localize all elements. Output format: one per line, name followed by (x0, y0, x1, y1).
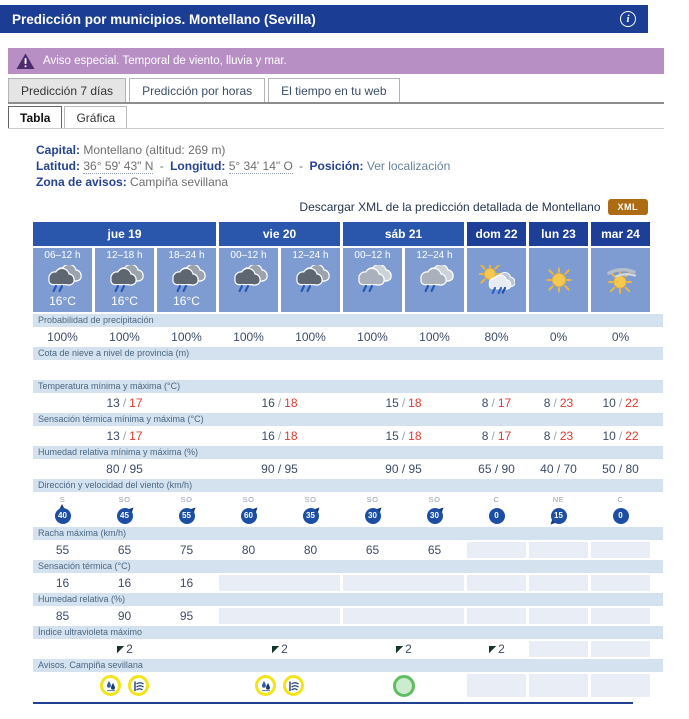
position-label: Posición: (309, 159, 364, 173)
table-cell (591, 542, 650, 558)
capital-value: Montellano (altitud: 269 m) (83, 143, 226, 157)
row-label-cota-de-nieve-a-nivel-de-provincia-m: Cota de nieve a nivel de provincia (m) (33, 347, 663, 360)
max-value: 17 (129, 429, 143, 443)
wind-direction-label: SO (180, 494, 193, 504)
table-cell (529, 362, 588, 378)
wind-direction-icon (51, 495, 75, 525)
row-label-humedad-relativa-m-nima-y-m-xima: Humedad relativa mínima y máxima (%) (33, 446, 663, 459)
hour-range-label: 00–12 h (230, 250, 267, 261)
capital-line (36, 142, 689, 158)
table-cell (529, 395, 588, 411)
table-cell: 80% (467, 329, 526, 345)
rain-dark-icon (168, 263, 206, 294)
separator: / (553, 429, 557, 443)
min-value: 15 (385, 429, 399, 443)
rain-warning-icon[interactable] (255, 675, 276, 696)
day-header-lun-23: lun 23 (529, 222, 588, 246)
uv-flag-icon (271, 645, 280, 654)
wind-speed-value: 60 (241, 508, 257, 524)
row-label-humedad-relativa: Humedad relativa (%) (33, 593, 663, 606)
max-value: 17 (497, 396, 512, 410)
table-cell: 100% (343, 329, 402, 345)
uv-index (116, 642, 133, 656)
table-cell: 16 (157, 575, 216, 591)
wind-circle-wrap (547, 504, 571, 525)
table-cell (219, 575, 340, 591)
table-cell (467, 362, 526, 378)
rain-dark-icon (44, 263, 82, 294)
forecast-row (33, 575, 650, 591)
wind-circle-wrap (175, 504, 199, 525)
table-cell (343, 428, 464, 444)
wind-circle-wrap (423, 504, 447, 525)
min-value: 16 (261, 396, 275, 410)
table-cell (343, 575, 464, 591)
tab-predicci-n-7-d-as[interactable]: Predicción 7 días (8, 78, 126, 102)
forecast-column (529, 248, 588, 312)
separator: / (277, 396, 282, 410)
warnings-group (100, 675, 149, 696)
wind-direction-label: NE (552, 494, 565, 504)
rain-light-icon (354, 263, 392, 294)
subtab-gr-fica[interactable]: Gráfica (64, 106, 127, 128)
table-cell: 100% (33, 329, 92, 345)
uv-value: 2 (281, 642, 288, 656)
xml-download-button[interactable]: XML (608, 199, 649, 215)
day-header-dom-22: dom 22 (467, 222, 526, 246)
wind-direction-icon (175, 495, 199, 525)
table-cell (33, 641, 216, 657)
warnings-group (393, 675, 415, 697)
table-cell (33, 362, 92, 378)
table-cell: 65 / 90 (467, 461, 526, 477)
wind-circle-wrap (237, 504, 261, 525)
table-cell (529, 428, 588, 444)
table-cell: 75 (157, 542, 216, 558)
forecast-column (591, 248, 650, 312)
wind-circle-wrap (51, 504, 75, 525)
forecast-row (33, 494, 650, 525)
wind-direction-label: SO (428, 494, 441, 504)
table-cell: 65 (95, 542, 154, 558)
table-cell (343, 674, 464, 697)
rain-dark-icon (292, 263, 330, 294)
wind-circle-wrap (361, 504, 385, 525)
separator: - (159, 159, 164, 173)
max-value: 18 (284, 396, 298, 410)
table-cell: 0% (529, 329, 588, 345)
table-cell (591, 428, 650, 444)
separator: / (553, 396, 557, 410)
table-cell: 40 / 70 (529, 461, 588, 477)
hour-range-label: 18–24 h (168, 250, 205, 261)
forecast-column (281, 248, 340, 312)
sun-icon (543, 265, 575, 295)
wind-speed-value: 0 (613, 508, 629, 524)
table-cell (281, 494, 340, 525)
separator: / (277, 429, 282, 443)
table-cell (529, 608, 588, 624)
day-header-s-b-21: sáb 21 (343, 222, 464, 246)
table-cell (467, 395, 526, 411)
uv-index (271, 642, 288, 656)
title-bar (0, 5, 648, 33)
table-cell: 80 (219, 542, 278, 558)
table-cell (529, 494, 588, 525)
table-cell (405, 494, 464, 525)
table-cell (343, 641, 464, 657)
uv-flag-icon (116, 645, 125, 654)
uv-flag-icon (395, 645, 404, 654)
table-cell (467, 494, 526, 525)
max-value: 22 (625, 396, 639, 410)
row-label-racha-m-xima-km-h: Racha máxima (km/h) (33, 527, 663, 540)
info-icon[interactable] (620, 11, 636, 27)
table-cell: 55 (33, 542, 92, 558)
forecast-column (343, 248, 402, 312)
row-label-temperatura-m-nima-y-m-xima-c: Temperatura mínima y máxima (°C) (33, 380, 663, 393)
separator: / (401, 396, 406, 410)
rain-dark-icon (230, 263, 268, 294)
wind-direction-icon (237, 495, 261, 525)
table-cell (343, 494, 402, 525)
table-cell (591, 575, 650, 591)
wind-speed-value: 40 (55, 508, 71, 524)
page-title: Predicción por municipios. Montellano (Sevilla) (12, 11, 316, 27)
max-value: 17 (497, 429, 512, 443)
table-cell (467, 641, 526, 657)
wind-direction-label: S (59, 494, 66, 504)
table-cell (33, 428, 216, 444)
forecast-day-header-row (33, 222, 650, 246)
wind-speed-value: 45 (117, 508, 133, 524)
row-label-ndice-ultravioleta-m-ximo: Índice ultravioleta máximo (33, 626, 663, 639)
warning-zone-label: Zona de avisos: (36, 175, 127, 189)
separator: / (401, 429, 406, 443)
wind-direction-label: SO (304, 494, 317, 504)
forecast-row (33, 674, 650, 697)
wind-direction-icon (113, 495, 137, 525)
max-value: 17 (129, 396, 143, 410)
wind-speed-value: 35 (303, 508, 319, 524)
special-warning-banner[interactable] (8, 48, 664, 74)
longitude-label: Longitud: (170, 159, 226, 173)
table-cell (343, 362, 402, 378)
wind-direction-icon (299, 495, 323, 525)
table-cell (591, 494, 650, 525)
separator: / (491, 396, 495, 410)
table-bottom-divider (33, 702, 633, 704)
latitude-label: Latitud: (36, 159, 80, 173)
table-cell: 85 (33, 608, 92, 624)
wind-warning-icon[interactable] (128, 675, 149, 696)
min-value: 8 (481, 429, 489, 443)
sun-rain-icon (479, 265, 515, 295)
min-value: 10 (602, 429, 616, 443)
table-cell (219, 674, 340, 697)
wind-circle-wrap (299, 504, 323, 525)
max-value: 23 (559, 396, 574, 410)
day-header-jue-19: jue 19 (33, 222, 216, 246)
separator: / (491, 429, 495, 443)
max-value: 18 (408, 429, 422, 443)
special-warning-text: Aviso especial. Temporal de viento, lluvia y mar. (43, 55, 287, 67)
forecast-row (33, 395, 650, 411)
forecast-column (95, 248, 154, 312)
hour-range-label: 12–24 h (292, 250, 329, 261)
wind-speed-value: 30 (427, 508, 443, 524)
max-value: 22 (625, 429, 639, 443)
table-cell: 80 (281, 542, 340, 558)
table-cell: 80 / 95 (33, 461, 216, 477)
table-cell (33, 674, 216, 697)
hour-range-label: 12–24 h (416, 250, 453, 261)
table-cell: 65 (405, 542, 464, 558)
temperature-label: 16°C (173, 294, 200, 308)
wind-direction-label: SO (242, 494, 255, 504)
location-info (36, 142, 689, 190)
forecast-row (33, 428, 650, 444)
row-label-probabilidad-de-precipitaci-n: Probabilidad de precipitación (33, 314, 663, 327)
table-cell (529, 674, 588, 697)
view-tabs (8, 106, 664, 129)
wind-speed-value: 55 (179, 508, 195, 524)
uv-value: 2 (405, 642, 412, 656)
hour-range-label: 12–18 h (106, 250, 143, 261)
table-cell (33, 395, 216, 411)
table-cell: 100% (157, 329, 216, 345)
min-value: 8 (481, 396, 489, 410)
uv-value: 2 (498, 642, 505, 656)
table-cell (95, 362, 154, 378)
row-label-sensaci-n-t-rmica-c: Sensación térmica (°C) (33, 560, 663, 573)
wind-circle-wrap (113, 504, 137, 525)
min-value: 10 (602, 396, 616, 410)
separator: / (618, 396, 623, 410)
warning-triangle-icon (16, 53, 35, 70)
warning-zone-line (36, 174, 689, 190)
table-cell (467, 428, 526, 444)
warning-zone-value: Campiña sevillana (130, 175, 229, 189)
table-cell (219, 395, 340, 411)
forecast-column (33, 248, 92, 312)
forecast-column (405, 248, 464, 312)
table-cell: 95 (157, 608, 216, 624)
main-tabs (8, 78, 664, 104)
day-header-vie-20: vie 20 (219, 222, 340, 246)
longitude-value: 5° 34' 14" O (228, 159, 293, 173)
table-cell: 100% (219, 329, 278, 345)
temperature-label: 16°C (49, 294, 76, 308)
min-value: 13 (106, 429, 120, 443)
min-value: 13 (106, 396, 120, 410)
tab-el-tiempo-en-tu-web[interactable]: El tiempo en tu web (268, 78, 399, 102)
table-cell (157, 494, 216, 525)
table-cell (529, 542, 588, 558)
rain-warning-icon[interactable] (100, 675, 121, 696)
hour-range-label: 00–12 h (354, 250, 391, 261)
table-cell (343, 395, 464, 411)
wind-speed-value: 15 (551, 508, 567, 524)
table-cell (467, 674, 526, 697)
wind-speed-value: 30 (365, 508, 381, 524)
capital-label: Capital: (36, 143, 81, 157)
coordinates-line (36, 158, 689, 174)
wind-direction-icon (547, 495, 571, 525)
warnings-group (255, 675, 304, 696)
table-cell: 100% (405, 329, 464, 345)
table-cell (219, 641, 340, 657)
wind-circle-wrap (485, 504, 509, 525)
no-warning-icon (393, 675, 415, 697)
wind-direction-label: C (617, 494, 624, 504)
wind-direction-label: SO (366, 494, 379, 504)
min-value: 8 (543, 429, 551, 443)
max-value: 23 (559, 429, 574, 443)
wind-circle-wrap (609, 504, 633, 525)
table-cell (467, 575, 526, 591)
table-cell (281, 362, 340, 378)
table-cell: 90 / 95 (219, 461, 340, 477)
row-label-sensaci-n-t-rmica-m-nima-y-m-xima-c: Sensación térmica mínima y máxima (°C) (33, 413, 663, 426)
xml-download-text: Descargar XML de la predicción detallada de Montellano (299, 200, 601, 214)
forecast-column (157, 248, 216, 312)
table-cell (529, 575, 588, 591)
uv-index (488, 642, 505, 656)
subtab-tabla[interactable]: Tabla (8, 106, 62, 128)
separator: / (618, 429, 623, 443)
forecast-table (33, 222, 663, 704)
wind-speed-value: 0 (489, 508, 505, 524)
table-cell: 16 (95, 575, 154, 591)
wind-direction-icon (361, 495, 385, 525)
uv-flag-icon (488, 645, 497, 654)
rain-dark-icon (106, 263, 144, 294)
table-cell (157, 362, 216, 378)
wind-direction-label: C (493, 494, 500, 504)
table-cell (219, 362, 278, 378)
sun-haze-icon (604, 266, 638, 294)
table-cell (95, 494, 154, 525)
row-label-avisos-campi-a-sevillana: Avisos. Campiña sevillana (33, 659, 663, 672)
table-cell: 50 / 80 (591, 461, 650, 477)
uv-value: 2 (126, 642, 133, 656)
table-cell (467, 542, 526, 558)
separator: / (122, 429, 127, 443)
forecast-column (219, 248, 278, 312)
uv-index (395, 642, 412, 656)
table-cell: 65 (343, 542, 402, 558)
forecast-icon-row (33, 248, 650, 312)
table-cell: 0% (591, 329, 650, 345)
view-location-link[interactable]: Ver localización (366, 159, 451, 173)
table-cell (219, 428, 340, 444)
xml-download-row (0, 199, 648, 215)
table-cell (219, 608, 340, 624)
table-cell (591, 641, 650, 657)
forecast-row (33, 608, 650, 624)
min-value: 16 (261, 429, 275, 443)
day-header-mar-24: mar 24 (591, 222, 650, 246)
table-cell: 100% (95, 329, 154, 345)
table-cell: 100% (281, 329, 340, 345)
wind-direction-icon (485, 495, 509, 525)
max-value: 18 (284, 429, 298, 443)
table-cell (467, 608, 526, 624)
wind-direction-label: SO (118, 494, 131, 504)
table-cell (529, 641, 588, 657)
table-cell (343, 608, 464, 624)
min-value: 8 (543, 396, 551, 410)
min-value: 15 (385, 396, 399, 410)
table-cell (591, 674, 650, 697)
wind-warning-icon[interactable] (283, 675, 304, 696)
forecast-row (33, 542, 650, 558)
forecast-row (33, 362, 650, 378)
hour-range-label: 06–12 h (44, 250, 81, 261)
table-cell: 16 (33, 575, 92, 591)
forecast-row (33, 461, 650, 477)
rain-light-icon (416, 263, 454, 294)
tab-predicci-n-por-horas[interactable]: Predicción por horas (129, 78, 265, 102)
separator: - (299, 159, 304, 173)
table-cell (591, 608, 650, 624)
max-value: 18 (408, 396, 422, 410)
forecast-row (33, 641, 650, 657)
table-cell (591, 395, 650, 411)
wind-direction-icon (423, 495, 447, 525)
table-cell (33, 494, 92, 525)
temperature-label: 16°C (111, 294, 138, 308)
table-cell (219, 494, 278, 525)
forecast-column (467, 248, 526, 312)
separator: / (122, 396, 127, 410)
latitude-value: 36° 59' 43" N (83, 159, 154, 173)
table-cell: 90 / 95 (343, 461, 464, 477)
row-label-direcci-n-y-velocidad-del-viento-km-h: Dirección y velocidad del viento (km/h) (33, 479, 663, 492)
forecast-row (33, 329, 650, 345)
table-cell (405, 362, 464, 378)
table-cell: 90 (95, 608, 154, 624)
table-cell (591, 362, 650, 378)
wind-direction-icon (609, 495, 633, 525)
